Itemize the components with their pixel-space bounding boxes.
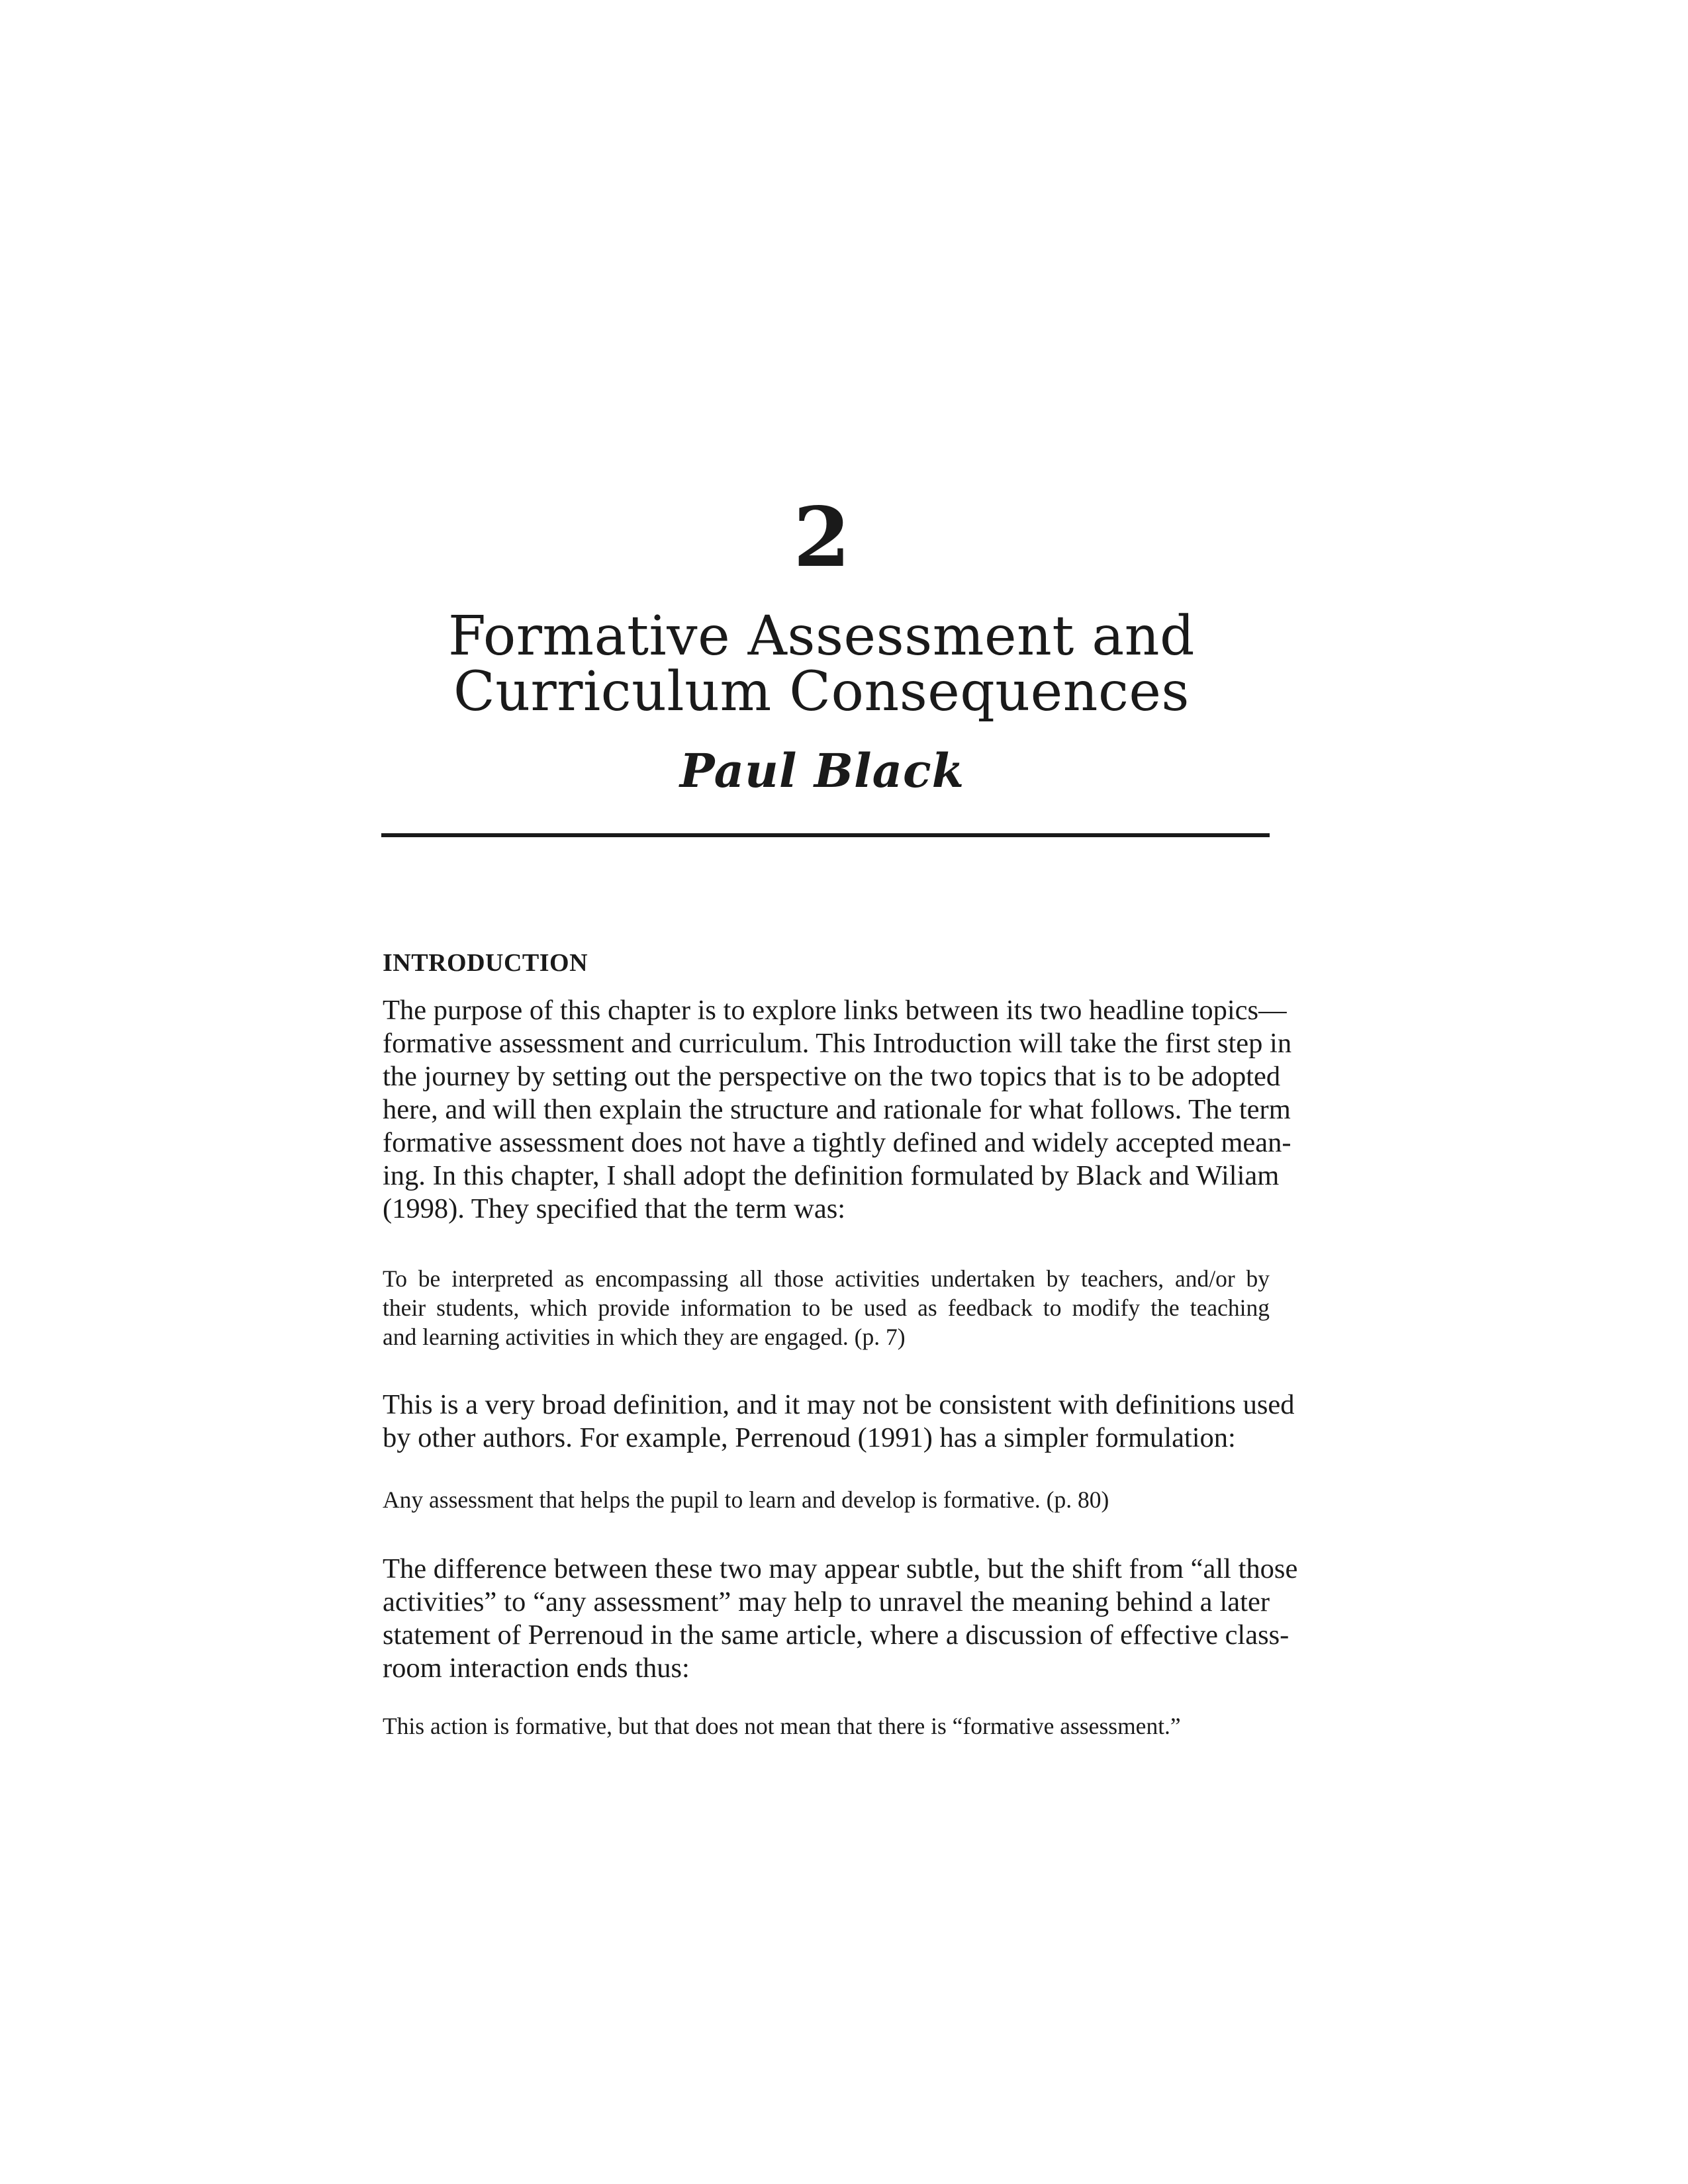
quote-line: This action is formative, but that does not mean that there is “formative assessment.” [383, 1713, 1181, 1739]
chapter-title [371, 605, 1272, 723]
quote-line: their students, which provide information to be used as feedback to modify the teaching [383, 1295, 1270, 1321]
text-line: (1998). They specified that the term was: [383, 1193, 846, 1224]
quote-line: To be interpreted as encompassing all those activities undertaken by teachers, and/or by [383, 1265, 1270, 1292]
block-quote [383, 1264, 1270, 1351]
text-line: ing. In this chapter, I shall adopt the definition formulated by Black and Wiliam [383, 1160, 1280, 1191]
text-line: here, and will then explain the structure and rationale for what follows. The term [383, 1094, 1291, 1125]
quote-line: and learning activities in which they are engaged. (p. 7) [383, 1324, 906, 1350]
text-line: The purpose of this chapter is to explore links between its two headline topics— [383, 995, 1287, 1026]
text-line: This is a very broad definition, and it may not be consistent with definitions used [383, 1389, 1295, 1420]
body-paragraph [383, 994, 1292, 1226]
text-line: formative assessment and curriculum. This Introduction will take the first step in [383, 1028, 1292, 1059]
chapter-title-line: Formative Assessment and [447, 605, 1196, 668]
text-line: formative assessment does not have a tightly defined and widely accepted mean- [383, 1127, 1291, 1158]
text-line: The difference between these two may appear subtle, but the shift from “all those [383, 1553, 1298, 1584]
text-line: by other authors. For example, Perrenoud (1991) has a simpler formulation: [383, 1422, 1236, 1453]
text-line: room interaction ends thus: [383, 1653, 690, 1684]
title-divider [381, 833, 1270, 837]
body-paragraph [383, 1388, 1295, 1455]
body-paragraph [383, 1553, 1298, 1685]
author-name: Paul Black [679, 743, 965, 798]
section-heading: INTRODUCTION [383, 949, 588, 977]
text-line: statement of Perrenoud in the same article, where a discussion of effective class- [383, 1619, 1289, 1651]
text-line: activities” to “any assessment” may help to unravel the meaning behind a later [383, 1586, 1270, 1617]
block-quote [383, 1711, 1270, 1741]
block-quote [383, 1485, 1270, 1514]
chapter-title-line: Curriculum Consequences [453, 660, 1190, 723]
quote-line: Any assessment that helps the pupil to learn and develop is formative. (p. 80) [383, 1486, 1109, 1513]
chapter-number: 2 [793, 490, 851, 586]
text-line: the journey by setting out the perspective on the two topics that is to be adopted [383, 1061, 1281, 1092]
